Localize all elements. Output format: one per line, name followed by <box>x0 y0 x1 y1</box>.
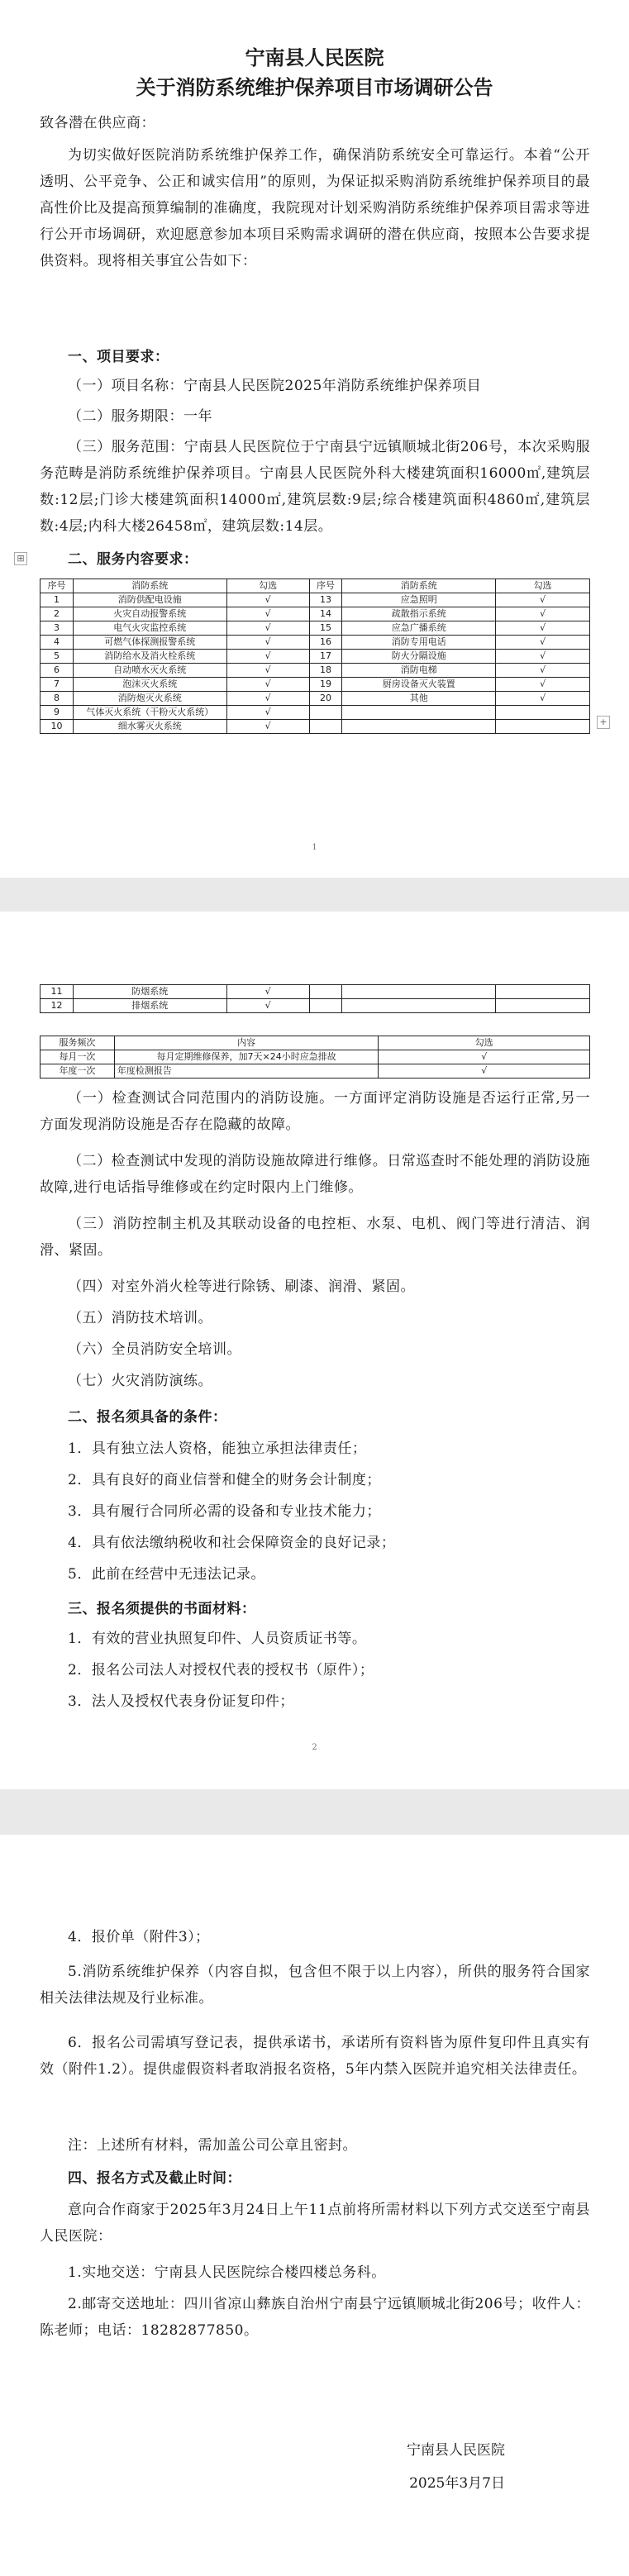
frequency-cell: 每月一次 <box>41 1050 115 1064</box>
check-cell: √ <box>226 664 309 678</box>
condition-4: 4．具有依法缴纳税收和社会保障资金的良好记录； <box>68 1535 396 1551</box>
check-cell: √ <box>496 664 590 678</box>
system-name-cell: 应急照明 <box>342 593 496 607</box>
table-row <box>41 636 590 650</box>
intro-paragraph: 为切实做好医院消防系统维护保养工作，确保消防系统安全可靠运行。本着“公开透明、公平竞争、公正和诚实信用”的原则，为保证拟采购消防系统维护保养项目的最高性价比及提高预算编制的准确度，我院现对计划采购消防系统维护保养项目需求等进行公开市场调研，欢迎愿意参加本项目采购需求调研的潜在供应商，按照本公告要求提供资料。现将相关事宜公告如下： <box>40 147 590 269</box>
row-number-cell: 16 <box>309 636 342 650</box>
service-frequency-table <box>40 1036 590 1078</box>
row-number-cell: 15 <box>309 621 342 636</box>
service-task-5: （五）消防技术培训。 <box>68 1310 212 1326</box>
content-cell: 每月定期维修保养，加7天×24小时应急排故 <box>114 1050 379 1064</box>
empty-cell <box>496 999 590 1013</box>
row-number-cell: 6 <box>41 664 74 678</box>
service-period: （二）服务期限：一年 <box>68 408 212 425</box>
row-number-cell: 3 <box>41 621 74 636</box>
check-cell: √ <box>496 607 590 621</box>
row-number-cell: 2 <box>41 607 74 621</box>
row-number-cell: 17 <box>309 650 342 664</box>
section-heading-materials: 三、报名须提供的书面材料： <box>68 1601 256 1617</box>
content-cell: 年度检测报告 <box>114 1064 379 1078</box>
condition-5: 5．此前在经营中无违法记录。 <box>68 1566 265 1583</box>
check-cell: √ <box>496 593 590 607</box>
system-name-cell: 防火分隔设施 <box>342 650 496 664</box>
table-row <box>41 1050 590 1064</box>
system-name-cell: 消防给水及消火栓系统 <box>73 650 226 664</box>
check-cell: √ <box>496 636 590 650</box>
section-heading-submission: 四、报名方式及截止时间： <box>68 2170 241 2187</box>
system-name-cell: 厨房设备灭火装置 <box>342 678 496 692</box>
table-row <box>41 607 590 621</box>
header-system: 消防系统 <box>73 579 226 593</box>
system-name-cell: 泡沫灭火系统 <box>73 678 226 692</box>
header-no: 序号 <box>309 579 342 593</box>
row-number-cell: 14 <box>309 607 342 621</box>
table-row <box>41 692 590 706</box>
empty-cell <box>496 720 590 734</box>
header-check: 勾选 <box>379 1036 590 1050</box>
condition-2: 2．具有良好的商业信誉和健全的财务会计制度； <box>68 1472 381 1488</box>
empty-cell <box>309 720 342 734</box>
check-cell: √ <box>496 692 590 706</box>
greeting: 致各潜在供应商： <box>40 115 155 131</box>
row-number-cell: 12 <box>41 999 74 1013</box>
service-scope: （三）服务范围：宁南县人民医院位于宁南县宁远镇顺城北街206号，本次采购服务范畴是消防系统维护保养项目。宁南县人民医院外科大楼建筑面积16000㎡,建筑层数:12层;门诊大楼建筑面积14000㎡,建筑层数:9层;综合楼建筑面积4860㎡,建筑层数:4层;内科大楼26458㎡，建筑层数:14层。 <box>40 439 590 535</box>
table-row <box>41 593 590 607</box>
empty-cell <box>496 706 590 720</box>
system-name-cell: 可燃气体探测报警系统 <box>73 636 226 650</box>
check-cell: √ <box>379 1050 590 1064</box>
system-name-cell: 气体灭火系统（干粉灭火系统） <box>73 706 226 720</box>
check-cell: √ <box>226 985 309 999</box>
service-items-table-continued <box>40 984 590 1013</box>
header-no: 序号 <box>41 579 74 593</box>
header-check: 勾选 <box>496 579 590 593</box>
check-cell: √ <box>226 593 309 607</box>
section-heading-project: 一、项目要求： <box>68 349 169 365</box>
check-cell: √ <box>226 999 309 1013</box>
title-line-1: 宁南县人民医院 <box>245 45 384 69</box>
material-5: 5.消防系统维护保养（内容自拟，包含但不限于以上内容），所供的服务符合国家相关法律法规及行业标准。 <box>40 1964 590 2007</box>
material-4: 4．报价单（附件3）； <box>68 1929 210 1945</box>
delivery-in-person: 1.实地交送：宁南县人民医院综合楼四楼总务科。 <box>68 2264 386 2281</box>
service-task-1: （一）检查测试合同范围内的消防设施。一方面评定消防设施是否运行正常,另一方面发现消防设施是否存在隐藏的故障。 <box>40 1090 590 1133</box>
table-header-row <box>41 579 590 593</box>
signature-date: 2025年3月7日 <box>409 2475 505 2492</box>
empty-cell <box>496 985 590 999</box>
check-cell: √ <box>379 1064 590 1078</box>
service-task-6: （六）全员消防安全培训。 <box>68 1341 241 1358</box>
empty-cell <box>309 706 342 720</box>
row-number-cell: 1 <box>41 593 74 607</box>
title-line-2: 关于消防系统维护保养项目市场调研公告 <box>136 75 493 99</box>
signature-organization: 宁南县人民医院 <box>407 2442 505 2459</box>
delivery-by-mail: 2.邮寄交送地址：四川省凉山彝族自治州宁南县宁远镇顺城北街206号；收件人：陈老师；电话：18282877850。 <box>40 2296 590 2339</box>
document-page-1 <box>0 0 629 878</box>
table-row <box>41 1064 590 1078</box>
service-task-7: （七）火灾消防演练。 <box>68 1373 212 1389</box>
row-number-cell: 8 <box>41 692 74 706</box>
document-page-2 <box>0 912 629 1789</box>
row-number-cell: 20 <box>309 692 342 706</box>
empty-cell <box>342 999 496 1013</box>
service-task-2: （二）检查测试中发现的消防设施故障进行维修。日常巡查时不能处理的消防设施故障,进行电话指导维修或在约定时限内上门维修。 <box>40 1153 590 1196</box>
empty-cell <box>342 706 496 720</box>
empty-cell <box>309 985 342 999</box>
row-number-cell: 5 <box>41 650 74 664</box>
system-name-cell: 消防供配电设施 <box>73 593 226 607</box>
document-page-3 <box>0 1835 629 2576</box>
system-name-cell: 消防炮灭火系统 <box>73 692 226 706</box>
check-cell: √ <box>226 692 309 706</box>
system-name-cell: 疏散指示系统 <box>342 607 496 621</box>
system-name-cell: 细水雾灭火系统 <box>73 720 226 734</box>
table-header-row <box>41 1036 590 1050</box>
frequency-cell: 年度一次 <box>41 1064 115 1078</box>
materials-note: 注：上述所有材料，需加盖公司公章且密封。 <box>68 2137 357 2154</box>
check-cell: √ <box>226 636 309 650</box>
table-move-handle-icon[interactable]: ⊞ <box>14 552 27 565</box>
row-number-cell: 19 <box>309 678 342 692</box>
page-number: 1 <box>312 843 317 852</box>
system-name-cell: 火灾自动报警系统 <box>73 607 226 621</box>
submission-deadline: 意向合作商家于2025年3月24日上午11点前将所需材料以下列方式交送至宁南县人民医院： <box>40 2202 590 2245</box>
material-6: 6．报名公司需填写登记表，提供承诺书，承诺所有资料皆为原件复印件且真实有效（附件1.2）。提供虚假资料者取消报名资格，5年内禁入医院并追究相关法律责任。 <box>40 2035 590 2078</box>
system-name-cell: 自动喷水灭火系统 <box>73 664 226 678</box>
section-heading-conditions: 二、报名须具备的条件： <box>68 1409 227 1426</box>
table-row <box>41 621 590 636</box>
service-items-table <box>40 579 590 734</box>
empty-cell <box>342 720 496 734</box>
table-row <box>41 720 590 734</box>
system-name-cell: 排烟系统 <box>73 999 226 1013</box>
service-task-3: （三）消防控制主机及其联动设备的电控柜、水泵、电机、阀门等进行清洁、润滑、紧固。 <box>40 1216 590 1259</box>
project-name: （一）项目名称：宁南县人民医院2025年消防系统维护保养项目 <box>68 378 482 394</box>
empty-cell <box>342 985 496 999</box>
condition-1: 1．具有独立法人资格，能独立承担法律责任； <box>68 1440 367 1457</box>
system-name-cell: 电气火灾监控系统 <box>73 621 226 636</box>
header-system: 消防系统 <box>342 579 496 593</box>
table-row <box>41 664 590 678</box>
system-name-cell: 应急广播系统 <box>342 621 496 636</box>
material-3: 3．法人及授权代表身份证复印件； <box>68 1693 294 1710</box>
header-check: 勾选 <box>226 579 309 593</box>
check-cell: √ <box>226 678 309 692</box>
check-cell: √ <box>226 607 309 621</box>
table-add-column-icon[interactable]: + <box>597 716 610 729</box>
row-number-cell: 4 <box>41 636 74 650</box>
service-task-4: （四）对室外消火栓等进行除锈、刷漆、润滑、紧固。 <box>68 1278 415 1295</box>
check-cell: √ <box>496 678 590 692</box>
row-number-cell: 7 <box>41 678 74 692</box>
section-heading-services: 二、服务内容要求： <box>68 551 198 568</box>
material-1: 1．有效的营业执照复印件、人员资质证书等。 <box>68 1631 367 1647</box>
table-row <box>41 985 590 999</box>
table-row <box>41 706 590 720</box>
document-title <box>0 43 629 102</box>
table-row <box>41 999 590 1013</box>
header-content: 内容 <box>114 1036 379 1050</box>
system-name-cell: 其他 <box>342 692 496 706</box>
row-number-cell: 11 <box>41 985 74 999</box>
row-number-cell: 18 <box>309 664 342 678</box>
check-cell: √ <box>496 650 590 664</box>
system-name-cell: 消防专用电话 <box>342 636 496 650</box>
table-row <box>41 650 590 664</box>
empty-cell <box>309 999 342 1013</box>
check-cell: √ <box>496 621 590 636</box>
check-cell: √ <box>226 720 309 734</box>
row-number-cell: 13 <box>309 593 342 607</box>
page-number: 2 <box>312 1743 317 1752</box>
system-name-cell: 消防电梯 <box>342 664 496 678</box>
condition-3: 3．具有履行合同所必需的设备和专业技术能力； <box>68 1503 381 1520</box>
check-cell: √ <box>226 650 309 664</box>
row-number-cell: 10 <box>41 720 74 734</box>
header-frequency: 服务频次 <box>41 1036 115 1050</box>
material-2: 2．报名公司法人对授权代表的授权书（原件）； <box>68 1662 374 1678</box>
table-row <box>41 678 590 692</box>
row-number-cell: 9 <box>41 706 74 720</box>
check-cell: √ <box>226 706 309 720</box>
check-cell: √ <box>226 621 309 636</box>
system-name-cell: 防烟系统 <box>73 985 226 999</box>
